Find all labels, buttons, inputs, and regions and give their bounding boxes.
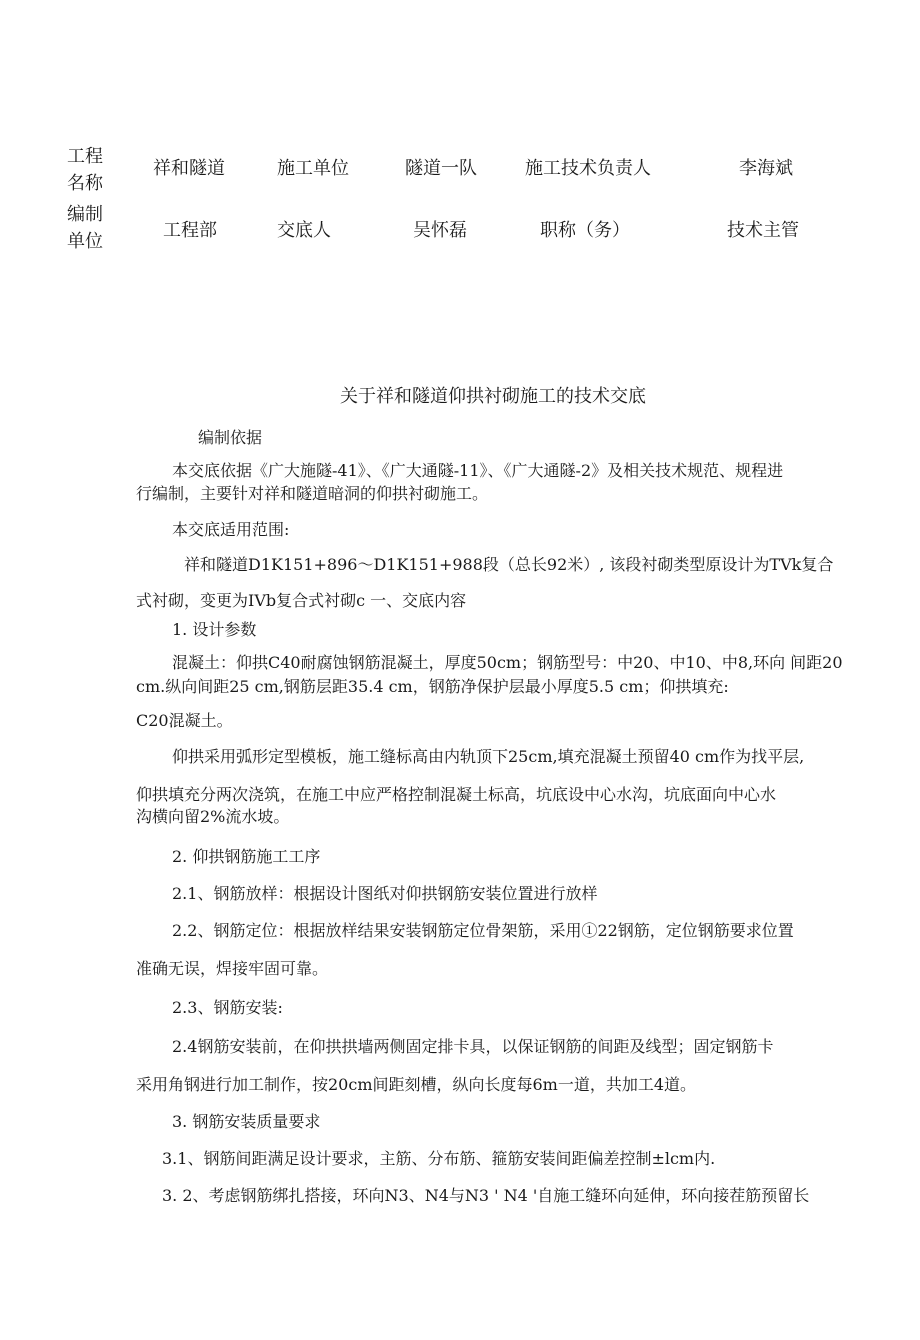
basis-paragraph-line: 行编制，主要针对祥和隧道暗洞的仰拱衬砌施工。 bbox=[136, 484, 489, 503]
construction-unit-value: 隧道一队 bbox=[405, 158, 477, 179]
section-2-2-line: 准确无误，焊接牢固可靠。 bbox=[136, 959, 329, 978]
compiling-unit-value: 工程部 bbox=[163, 220, 217, 241]
section-3-1: 3.1、钢筋间距满足设计要求，主筋、分布筋、箍筋安装间距偏差控制±lcm内. bbox=[162, 1149, 716, 1168]
job-title-value: 技术主管 bbox=[727, 220, 799, 241]
section-1-line: cm.纵向间距25 cm,钢筋层距35.4 cm，钢筋净保护层最小厚度5.5 cm；仰拱填充: bbox=[136, 677, 729, 696]
document-title: 关于祥和隧道仰拱衬砌施工的技术交底 bbox=[340, 386, 646, 407]
technical-lead-value: 李海斌 bbox=[739, 158, 793, 179]
job-title-label: 职称（务） bbox=[540, 220, 630, 241]
project-name-label: 工程 名称 bbox=[67, 146, 103, 194]
section-1-line: 仰拱填充分两次浇筑，在施工中应严格控制混凝土标高，坑底设中心水沟，坑底面向中心水 bbox=[136, 785, 777, 804]
section-3-heading: 3. 钢筋安装质量要求 bbox=[172, 1112, 321, 1131]
section-1-line: 仰拱采用弧形定型模板，施工缝标高由内轨顶下25cm,填充混凝土预留40 cm作为找平层, bbox=[172, 747, 805, 766]
section-1-line: 混凝土：仰拱C40耐腐蚀钢筋混凝土，厚度50cm；钢筋型号：中20、中10、中8,环向 间距20 bbox=[172, 653, 843, 672]
section-2-2-line: 2.2、钢筋定位：根据放样结果安装钢筋定位骨架筋，采用①22钢筋，定位钢筋要求位置 bbox=[172, 921, 794, 940]
section-1-line: C20混凝土。 bbox=[136, 711, 233, 730]
scope-paragraph-line: 祥和隧道D1K151+896〜D1K151+988段（总长92米）, 该段衬砌类型原设计为TVk复合 bbox=[184, 555, 834, 574]
section-2-heading: 2. 仰拱钢筋施工工序 bbox=[172, 847, 321, 866]
section-2-4-line: 2.4钢筋安装前，在仰拱拱墙两侧固定排卡具，以保证钢筋的间距及线型；固定钢筋卡 bbox=[172, 1037, 774, 1056]
scope-heading: 本交底适用范围: bbox=[172, 520, 290, 539]
section-3-2: 3. 2、考虑钢筋绑扎搭接，环向N3、N4与N3 ' N4 '自施工缝环向延伸，环向接茬筋预留长 bbox=[162, 1186, 810, 1205]
compiling-unit-label: 编制 单位 bbox=[67, 204, 103, 252]
section-2-3: 2.3、钢筋安装: bbox=[172, 998, 283, 1017]
section-2-1: 2.1、钢筋放样：根据设计图纸对仰拱钢筋安装位置进行放样 bbox=[172, 884, 598, 903]
section-2-4-line: 采用角钢进行加工制作，按20cm间距刻槽，纵向长度每6m一道，共加工4道。 bbox=[136, 1075, 697, 1094]
briefer-value: 吴怀磊 bbox=[413, 220, 467, 241]
scope-paragraph-line: 式衬砌，变更为IVb复合式衬砌c 一、交底内容 bbox=[136, 591, 467, 610]
construction-unit-label: 施工单位 bbox=[277, 158, 349, 179]
basis-paragraph-line: 本交底依据《广大施隧-41》、《广大通隧-11》、《广大通隧-2》及相关技术规范、规程进 bbox=[172, 461, 784, 480]
section-1-line: 沟横向留2%流水坡。 bbox=[136, 807, 290, 826]
project-name-value: 祥和隧道 bbox=[153, 158, 225, 179]
briefer-label: 交底人 bbox=[277, 220, 331, 241]
section-1-heading: 1. 设计参数 bbox=[172, 620, 257, 639]
technical-lead-label: 施工技术负责人 bbox=[525, 158, 651, 179]
basis-heading: 编制依据 bbox=[198, 428, 263, 447]
